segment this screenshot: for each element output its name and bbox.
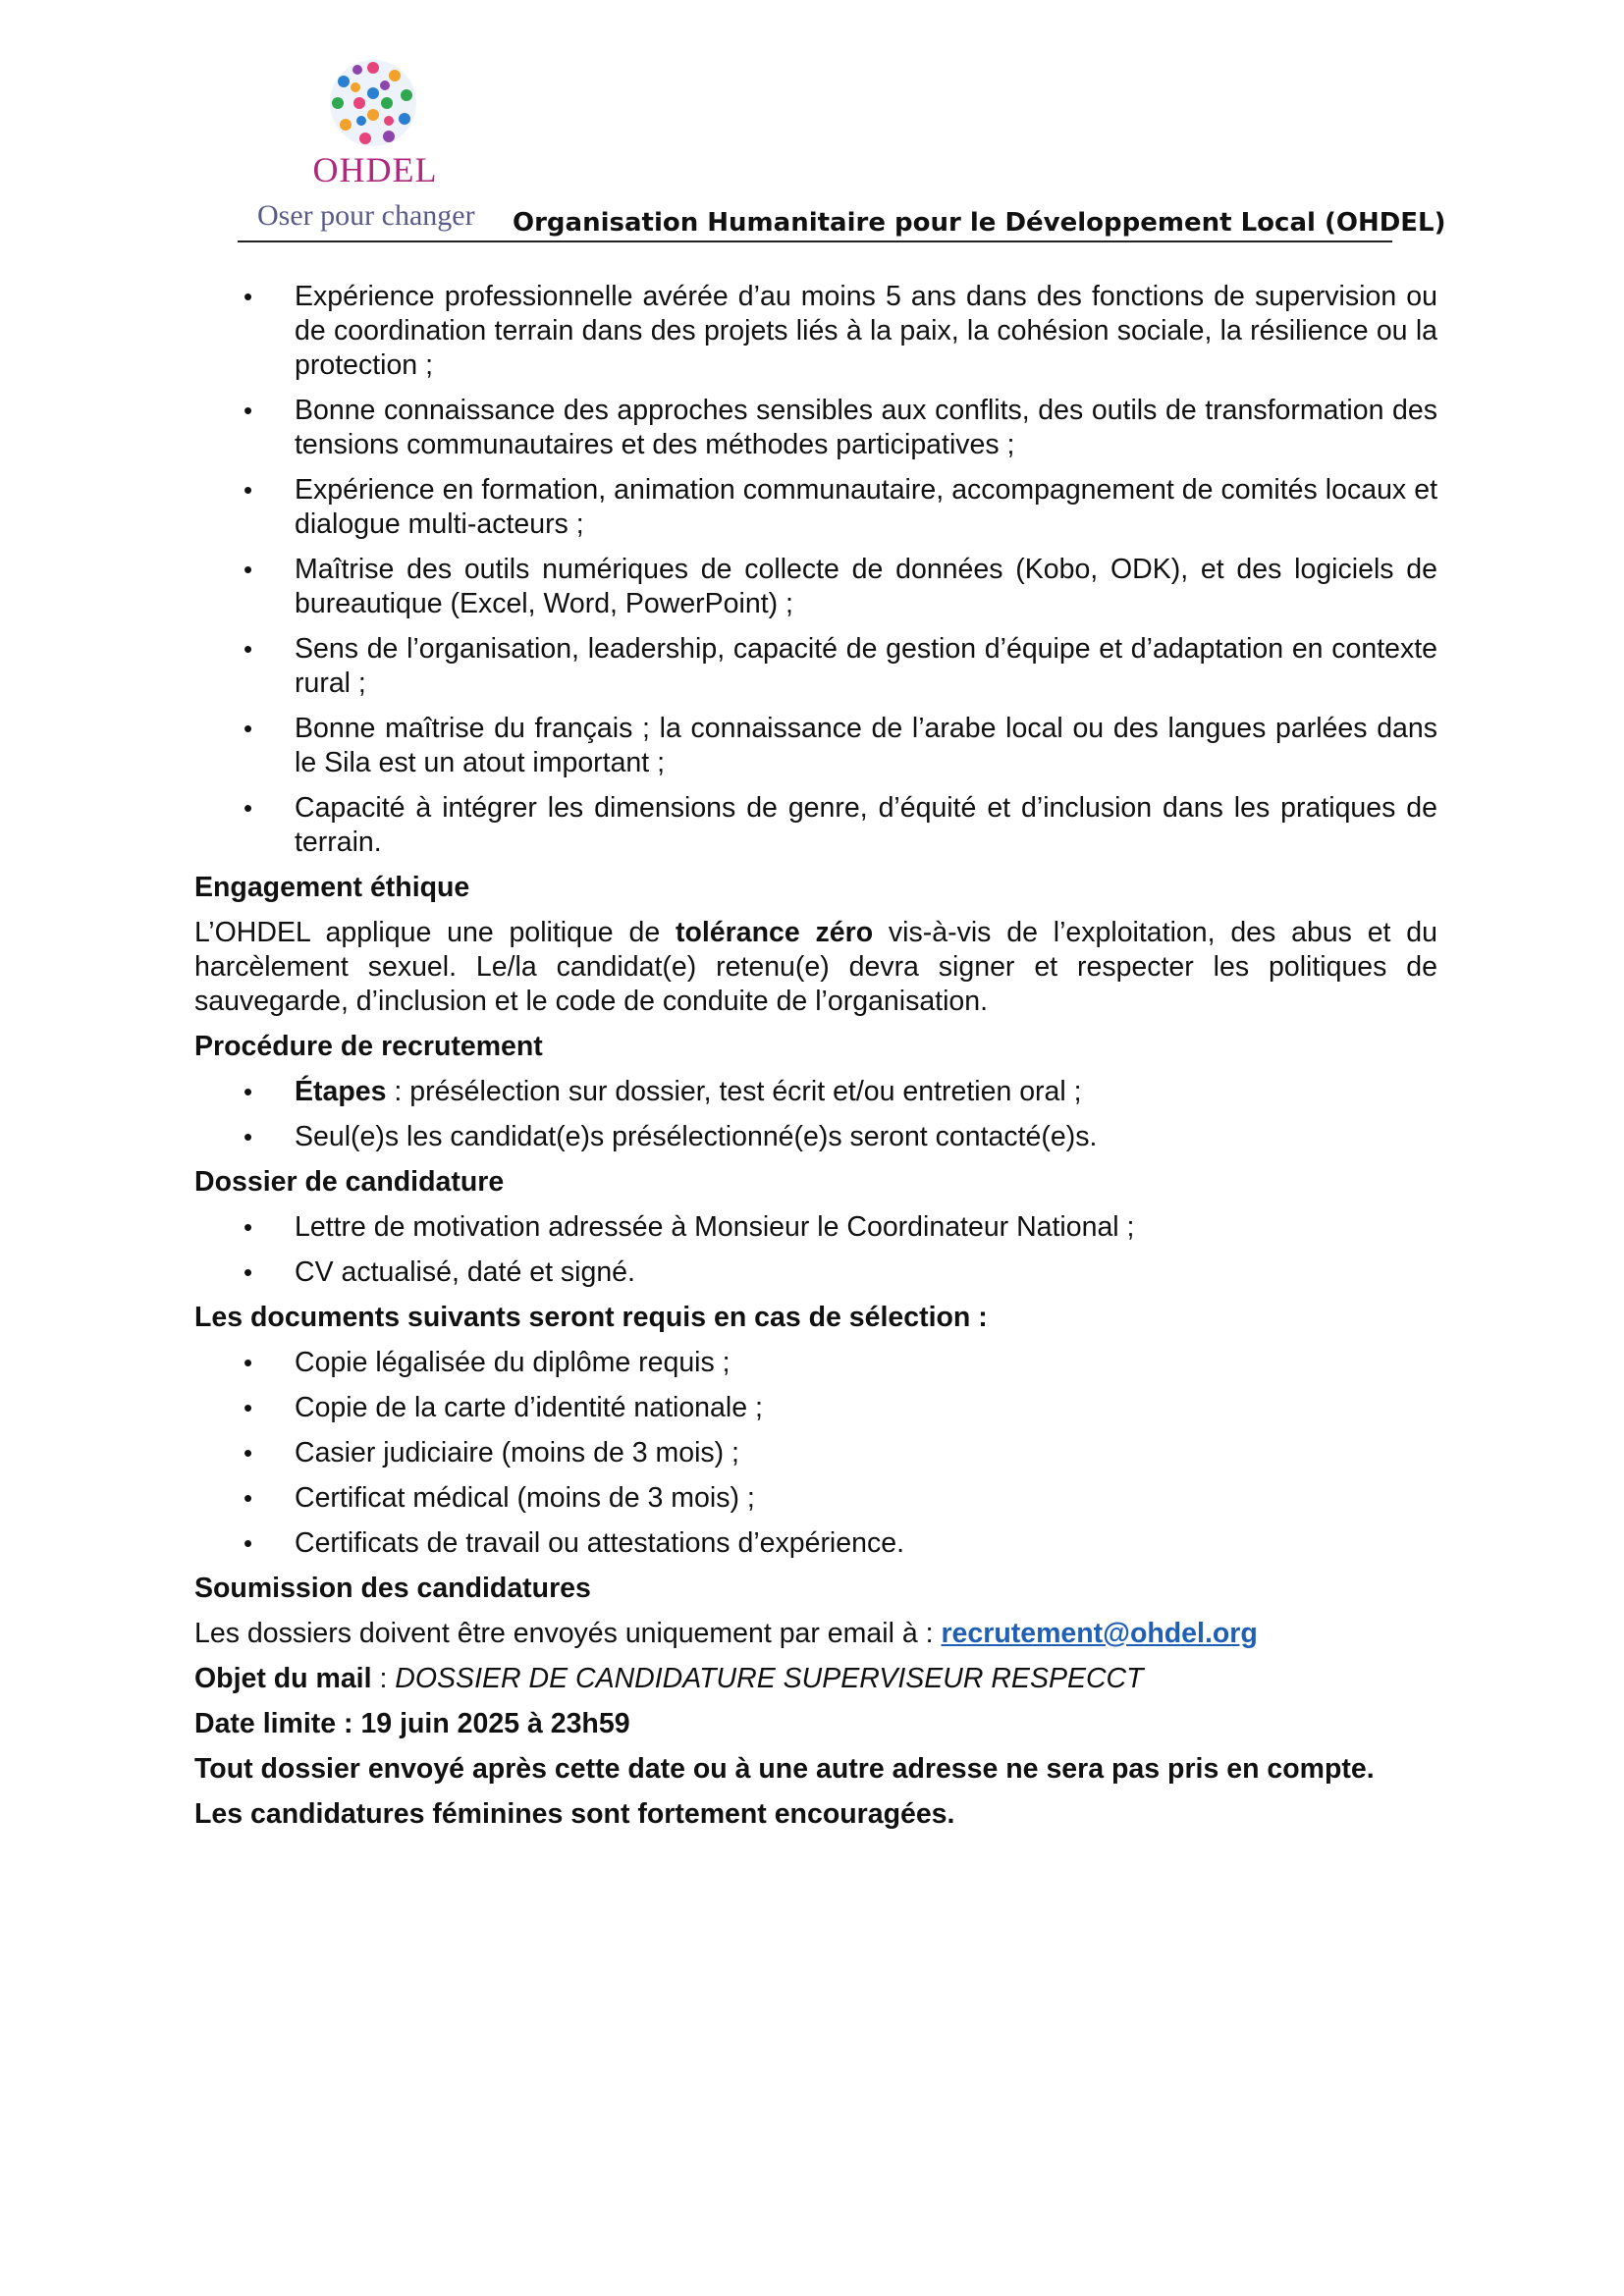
list-item: • Expérience professionnelle avérée d’au moins 5 ans dans des fonctions de supervision ou de coordination terrain dans des projets liés à la paix, la cohésion sociale, la résilience ou la protection ; [194,280,1437,383]
organization-title: Organisation Humanitaire pour le Développement Local (OHDEL) [513,208,1446,238]
list-item: • Certificat médical (moins de 3 mois) ; [194,1481,1437,1516]
deadline: Date limite : 19 juin 2025 à 23h59 [194,1708,630,1739]
ethics-text-bold: tolérance zéro [675,917,874,948]
documents-list [194,1346,1437,1561]
document-body [194,280,1437,1842]
list-item [194,1075,1437,1109]
profile-requirements-list [194,280,1437,860]
list-item: • Copie de la carte d’identité nationale ; [194,1391,1437,1425]
late-submission-note: Tout dossier envoyé après cette date ou à une autre adresse ne sera pas pris en compte. [194,1753,1375,1785]
mail-subject-line [194,1662,1437,1696]
brand-tagline: Oser pour changer [257,199,475,232]
procedure-list [194,1075,1437,1154]
mail-subject-separator: : [371,1663,396,1694]
list-item: • Capacité à intégrer les dimensions de genre, d’équité et d’inclusion dans les pratiques de terrain. [194,791,1437,860]
submission-paragraph [194,1617,1437,1651]
list-item: • Bonne connaissance des approches sensibles aux conflits, des outils de transformation des tensions communautaires et des méthodes participatives ; [194,394,1437,462]
list-item: • Certificats de travail ou attestations d’expérience. [194,1526,1437,1561]
ethics-paragraph [194,916,1437,1019]
globe-people-icon [324,54,422,152]
brand-name: OHDEL [312,150,438,189]
list-item: • Bonne maîtrise du français ; la connaissance de l’arabe local ou des langues parlées dans le Sila est un atout important ; [194,712,1437,780]
dossier-heading: Dossier de candidature [194,1166,505,1198]
mail-subject-value: DOSSIER DE CANDIDATURE SUPERVISEUR RESPECCT [395,1663,1144,1694]
list-item: • Casier judiciaire (moins de 3 mois) ; [194,1436,1437,1470]
steps-text: : présélection sur dossier, test écrit et/ou entretien oral ; [386,1076,1082,1107]
submission-heading: Soumission des candidatures [194,1573,591,1604]
header-divider [238,240,1392,242]
page-header [0,0,1624,245]
list-item: • Copie légalisée du diplôme requis ; [194,1346,1437,1380]
procedure-heading: Procédure de recrutement [194,1031,543,1062]
list-item: • Expérience en formation, animation communautaire, accompagnement de comités locaux et dialogue multi-acteurs ; [194,473,1437,542]
ethics-text-before: L’OHDEL applique une politique de [194,917,676,948]
list-item: • CV actualisé, daté et signé. [194,1255,1437,1290]
submission-text: Les dossiers doivent être envoyés uniquement par email à : [194,1618,942,1649]
female-candidates-note: Les candidatures féminines sont fortement encouragées. [194,1798,955,1830]
list-item: • Sens de l’organisation, leadership, capacité de gestion d’équipe et d’adaptation en contexte rural ; [194,632,1437,701]
list-item: • Seul(e)s les candidat(e)s présélectionné(e)s seront contacté(e)s. [194,1120,1437,1154]
list-item: • Lettre de motivation adressée à Monsieur le Coordinateur National ; [194,1210,1437,1245]
email-link[interactable]: recrutement@ohdel.org [941,1618,1258,1649]
dossier-list [194,1210,1437,1290]
ethics-heading: Engagement éthique [194,872,470,903]
steps-label: Étapes [295,1076,387,1107]
ethics-text-after: vis-à-vis de l’exploitation, des abus et du harcèlement sexuel. Le/la candidat(e) retenu(e) devra signer et respecter les politiques de sauvegarde, d’inclusion et le code de conduite de l’organisation. [194,917,1437,1017]
mail-subject-label: Objet du mail [194,1663,372,1694]
list-item: • Maîtrise des outils numériques de collecte de données (Kobo, ODK), et des logiciels de bureautique (Excel, Word, PowerPoint) ; [194,553,1437,621]
documents-heading: Les documents suivants seront requis en cas de sélection : [194,1302,988,1333]
